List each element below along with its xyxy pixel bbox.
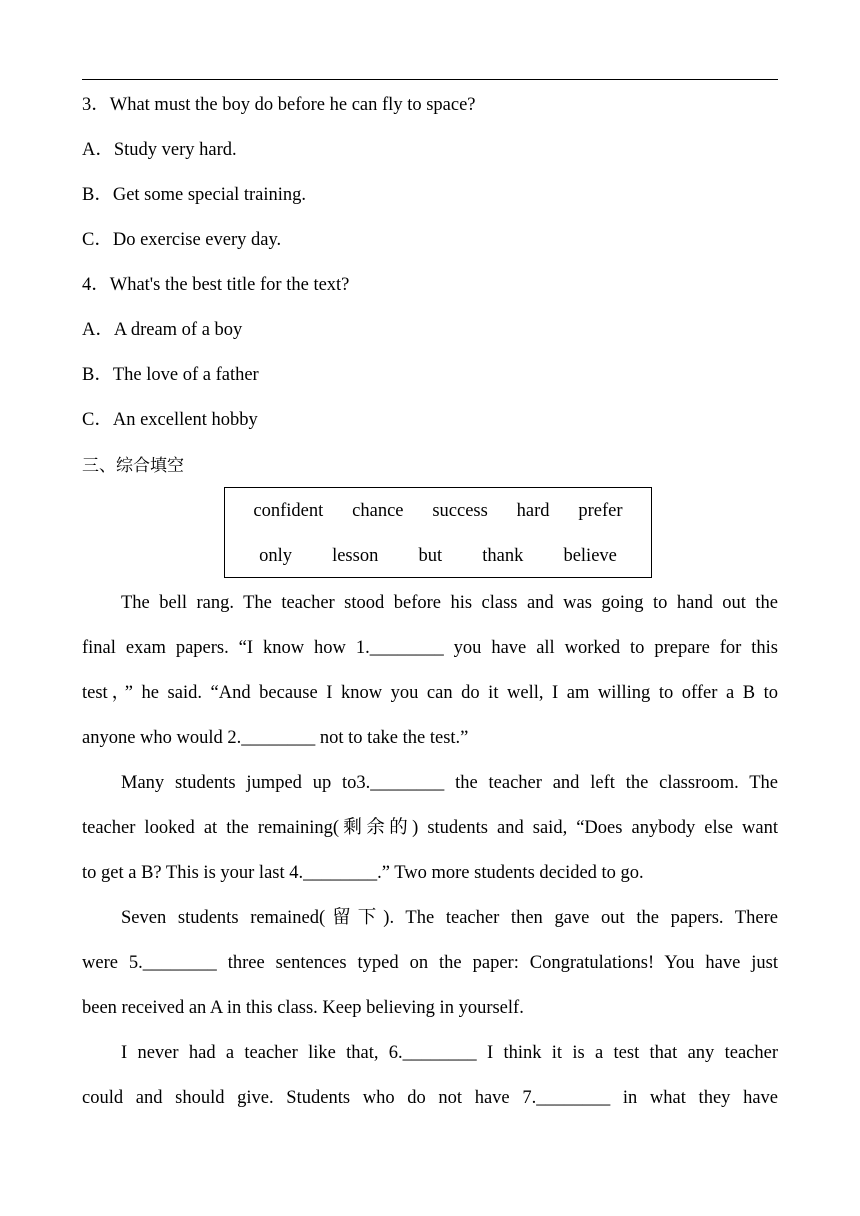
word-bank-row-2 xyxy=(225,546,651,567)
passage-line: The bell rang. The teacher stood before his class and was going to hand out the xyxy=(121,593,778,613)
word-bank-item: believe xyxy=(563,546,617,566)
question-3-option-a: A．Study very hard. xyxy=(82,140,237,160)
passage xyxy=(82,592,778,1132)
passage-line: been received an A in this class. Keep believing in yourself. xyxy=(82,998,524,1018)
passage-line: anyone who would 2.________ not to take the test.” xyxy=(82,728,469,748)
passage-line: to get a B? This is your last 4.________.” Two more students decided to go. xyxy=(82,863,644,883)
question-4-option-c: C．An excellent hobby xyxy=(82,410,258,430)
passage-line: teacher looked at the remaining(剩余的) students and said, “Does anybody else want xyxy=(82,818,778,838)
question-3-stem: 3．What must the boy do before he can fly to space? xyxy=(82,95,476,115)
question-4-stem: 4．What's the best title for the text? xyxy=(82,275,350,295)
word-bank-item: lesson xyxy=(332,546,379,566)
word-bank-item: success xyxy=(432,501,488,521)
word-bank-item: thank xyxy=(482,546,524,566)
passage-line: I never had a teacher like that, 6.________ I think it is a test that any teacher xyxy=(121,1043,778,1063)
question-4-option-a: A．A dream of a boy xyxy=(82,320,243,340)
word-bank-item: hard xyxy=(516,501,550,521)
word-bank-row-1 xyxy=(225,501,651,522)
passage-line: Seven students remained(留下). The teacher then gave out the papers. There xyxy=(121,908,778,928)
word-bank-item: only xyxy=(259,546,292,566)
word-bank-item: chance xyxy=(352,501,404,521)
question-3-option-c: C．Do exercise every day. xyxy=(82,230,282,250)
passage-line: could and should give. Students who do not have 7.________ in what they have xyxy=(82,1088,778,1108)
passage-line: were 5.________ three sentences typed on the paper: Congratulations! You have just xyxy=(82,953,778,973)
section-title: 三、综合填空 xyxy=(82,456,184,476)
word-bank-item: but xyxy=(418,546,443,566)
passage-line: test，” he said. “And because I know you can do it well, I am willing to offer a B to xyxy=(82,683,778,703)
question-3-option-b: B．Get some special training. xyxy=(82,185,307,205)
header-rule xyxy=(82,79,778,80)
word-bank-item: prefer xyxy=(578,501,623,521)
passage-line: Many students jumped up to3.________ the teacher and left the classroom. The xyxy=(121,773,778,793)
question-4-option-b: B．The love of a father xyxy=(82,365,259,385)
word-bank xyxy=(224,487,652,578)
word-bank-item: confident xyxy=(253,501,324,521)
passage-line: final exam papers. “I know how 1.________ you have all worked to prepare for this xyxy=(82,638,778,658)
